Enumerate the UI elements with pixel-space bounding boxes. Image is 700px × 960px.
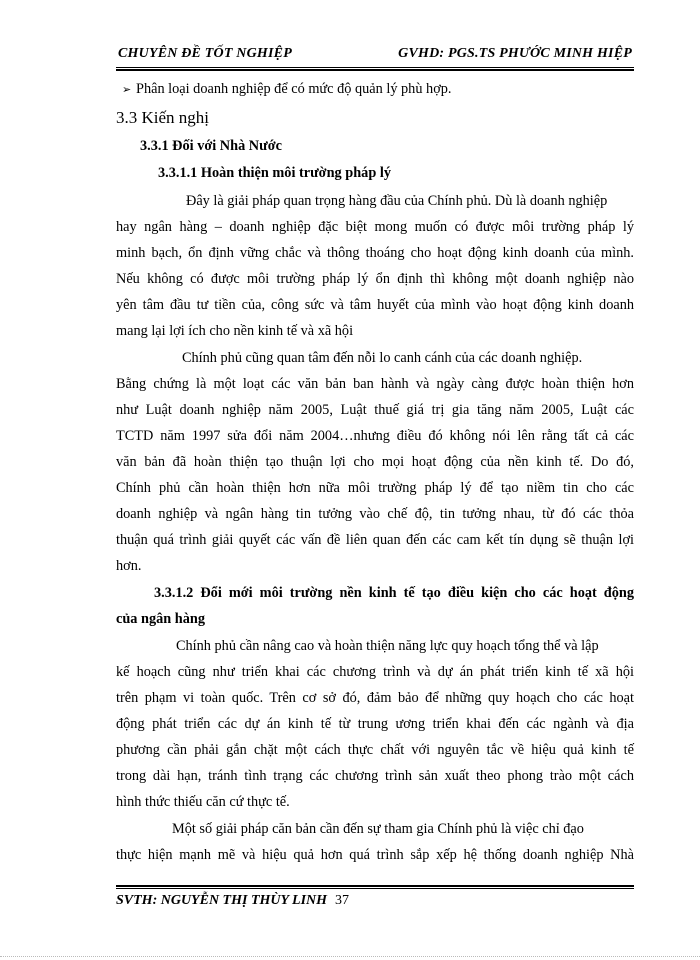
paragraph-line: mang lại lợi ích cho nền kinh tế và xã hội [116,323,354,339]
paragraph-line: Một số giải pháp căn bản cần đến sự tham gia Chính phủ là việc chỉ đạo [172,821,584,837]
paragraph-line: trong dài hạn, tránh tình trạng các chương trình sản xuất theo phong trào một cách [116,768,634,784]
footer-rule [116,885,634,889]
paragraph-line: Đây là giải pháp quan trọng hàng đầu của Chính phủ. Dù là doanh nghiệp [186,193,608,209]
subsubsection-title-1: 3.3.1.1 Hoàn thiện môi trường pháp lý [158,165,391,181]
bullet-item [122,81,452,98]
paragraph-line: hình thức thiếu căn cứ thực tế. [116,794,290,810]
paragraph-line: phương cần phải gắn chặt một cách thực chất với nguyên tắc về hiệu quả kinh tế [116,742,634,758]
page-footer [116,893,349,909]
paragraph-line: văn bản đã hoàn thiện tạo thuận lợi cho mọi hoạt động của nền kinh tế. Do đó, [116,454,634,470]
footer-student-name: SVTH: NGUYỄN THỊ THÙY LINH [116,893,328,908]
paragraph-line: như Luật doanh nghiệp năm 2005, Luật thuế giá trị gia tăng năm 2005, Luật các [116,402,634,418]
paragraph-line: TCTD năm 1997 sửa đổi năm 2004…nhưng điều đó không nói lên rằng tất cả các [116,428,634,444]
paragraph-line: hơn. [116,558,142,574]
header-advisor: GVHD: PGS.TS PHƯỚC MINH HIỆP [398,46,632,61]
section-title: 3.3 Kiến nghị [116,108,210,127]
paragraph-line: doanh nghiệp và ngân hàng tin tưởng vào chế độ, tin tưởng nhau, từ đó các thỏa [116,506,634,522]
page-header [116,44,634,66]
paragraph-line: Chính phủ cần hoàn thiện hơn nữa môi trường pháp lý để tạo niềm tin cho các [116,480,634,496]
paragraph-line: động phát triển các dự án kinh tế từ trung ương triển khai đến các ngành và địa [116,716,634,732]
paragraph-line: Bằng chứng là một loạt các văn bản ban hành và ngày càng được hoàn thiện hơn [116,376,634,392]
subsubsection-title-2-cont: của ngân hàng [116,611,205,627]
paragraph-line: Chính phủ cũng quan tâm đến nỗi lo canh cánh của các doanh nghiệp. [182,350,583,366]
paragraph-line: trên phạm vi toàn quốc. Trên cơ sở đó, đảm bảo để những quy hoạch cho các hoạt [116,690,634,706]
header-rule [116,67,634,71]
paragraph-line: thuận quá trình giải quyết các vấn đề liên quan đến các cam kết tín dụng sẽ thuận lợi [116,532,634,548]
page-break-divider [0,956,700,957]
paragraph-line: thực hiện mạnh mẽ và hiệu quả hơn quá trình sắp xếp hệ thống doanh nghiệp Nhà [116,847,634,863]
paragraph-line: Nếu không có được môi trường pháp lý ổn định thì không một doanh nghiệp nào [116,271,634,287]
header-title: CHUYÊN ĐỀ TỐT NGHIỆP [118,46,292,61]
paragraph-line: minh bạch, ổn định vững chắc và thông thoáng cho hoạt động kinh doanh của mình. [116,245,634,261]
subsubsection-title-2: 3.3.1.2 Đổi mới môi trường nền kinh tế tạo điều kiện cho các hoạt động [154,585,634,601]
paragraph-line: Chính phủ cần nâng cao và hoàn thiện năng lực quy hoạch tổng thể và lập [176,638,599,654]
arrow-bullet-icon: ➢ [122,83,132,96]
bullet-text: Phân loại doanh nghiệp để có mức độ quản lý phù hợp. [136,81,452,97]
subsection-title: 3.3.1 Đối với Nhà Nước [140,138,282,154]
paragraph-line: yên tâm đầu tư tiền của, công sức và tâm huyết của mình vào hoạt động kinh doanh [116,297,634,313]
page-number: 37 [335,893,350,908]
paragraph-line: hay ngân hàng – doanh nghiệp đặc biệt mong muốn có được môi trường pháp lý [116,219,634,235]
paragraph-line: kế hoạch cũng như triển khai các chương trình và dự án phát triển kinh tế xã hội [116,664,634,680]
